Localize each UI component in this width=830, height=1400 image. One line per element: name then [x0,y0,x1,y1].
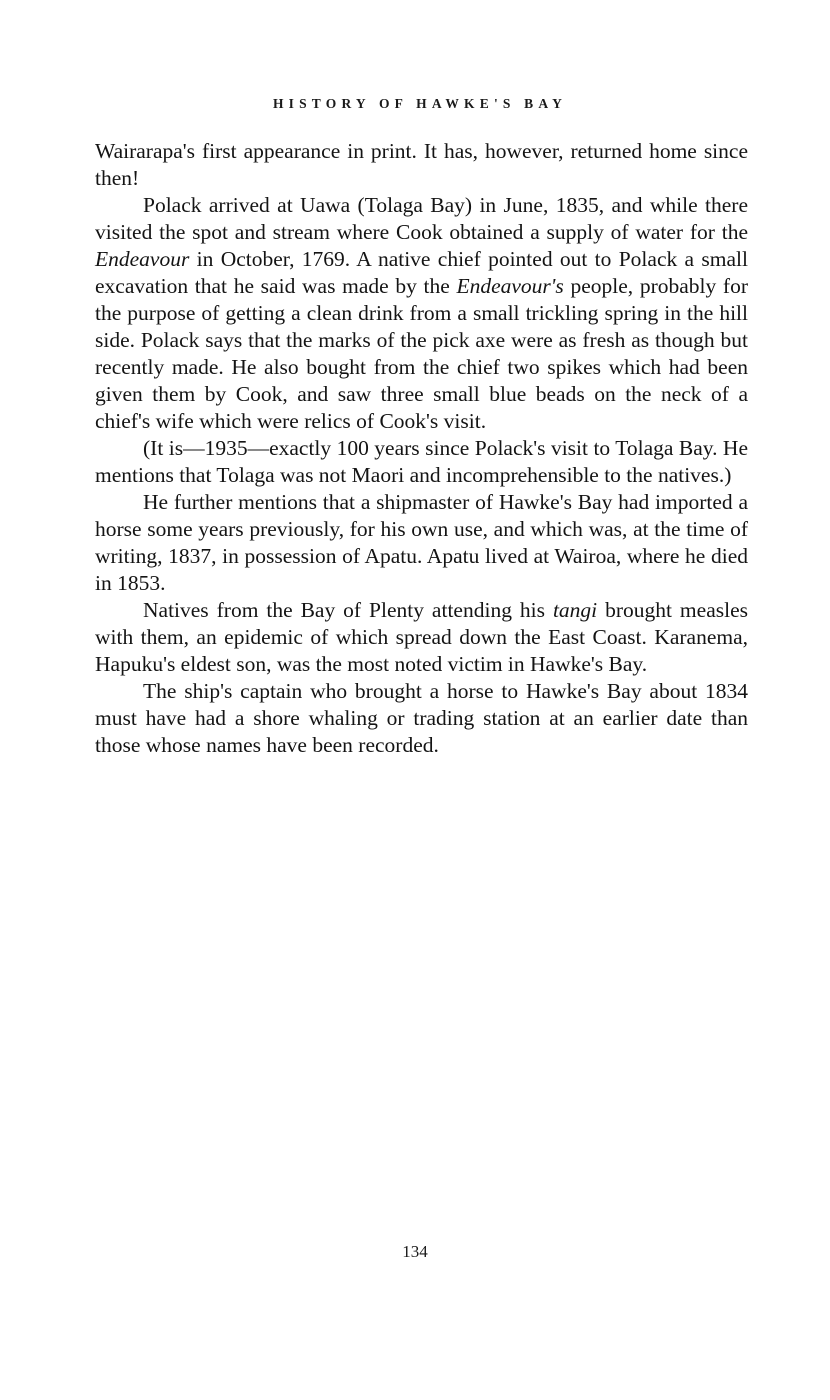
paragraph [95,435,748,489]
italic-text: Endeavour's [456,274,564,298]
text-run: The ship's captain who brought a horse to Hawke's Bay about 1834 must have had a shore whaling or trading station at an earlier date than those whose names have been recorded. [95,679,748,757]
text-run: He further mentions that a shipmaster of Hawke's Bay had imported a horse some years previously, for his own use, and which was, at the time of writing, 1837, in possession of Apatu. Apatu lived at Wairoa, where he died in 1853. [95,490,748,595]
page-number: 134 [402,1242,428,1261]
italic-text: Endeavour [95,247,190,271]
italic-text: tangi [552,598,598,622]
body-text [95,138,748,759]
text-run: Wairarapa's first appearance in print. It has, however, returned home since then! [95,139,748,190]
text-run: Natives from the Bay of Plenty attending his [143,598,553,622]
paragraph [95,192,748,435]
paragraph [95,138,748,192]
running-head: HISTORY OF HAWKE'S BAY [272,96,568,111]
text-run: (It is—1935—exactly 100 years since Polack's visit to Tolaga Bay. He mentions that Tolaga was not Maori and incomprehensible to the natives.) [95,436,748,487]
text-run: brought measles with them, an epidemic of which spread down the East Coast. Karanema, Hapuku's eldest son, was the most noted victim in Hawke's Bay. [95,598,748,676]
paragraph [95,489,748,597]
text-run: in October, 1769. A native chief pointed out to Polack a small excavation that he said was made by the [95,247,748,298]
paragraph [95,597,748,678]
paragraph [95,678,748,759]
text-run: Polack arrived at Uawa (Tolaga Bay) in June, 1835, and while there visited the spot and stream where Cook obtained a supply of water for the [95,193,748,244]
text-run: people, probably for the purpose of getting a clean drink from a small trickling spring in the hill side. Polack says that the marks of the pick axe were as fresh as though but recently made. He also bought from the chief two spikes which had been given them by Cook, and saw three small blue beads on the neck of a chief's wife which were relics of Cook's visit. [95,274,748,433]
